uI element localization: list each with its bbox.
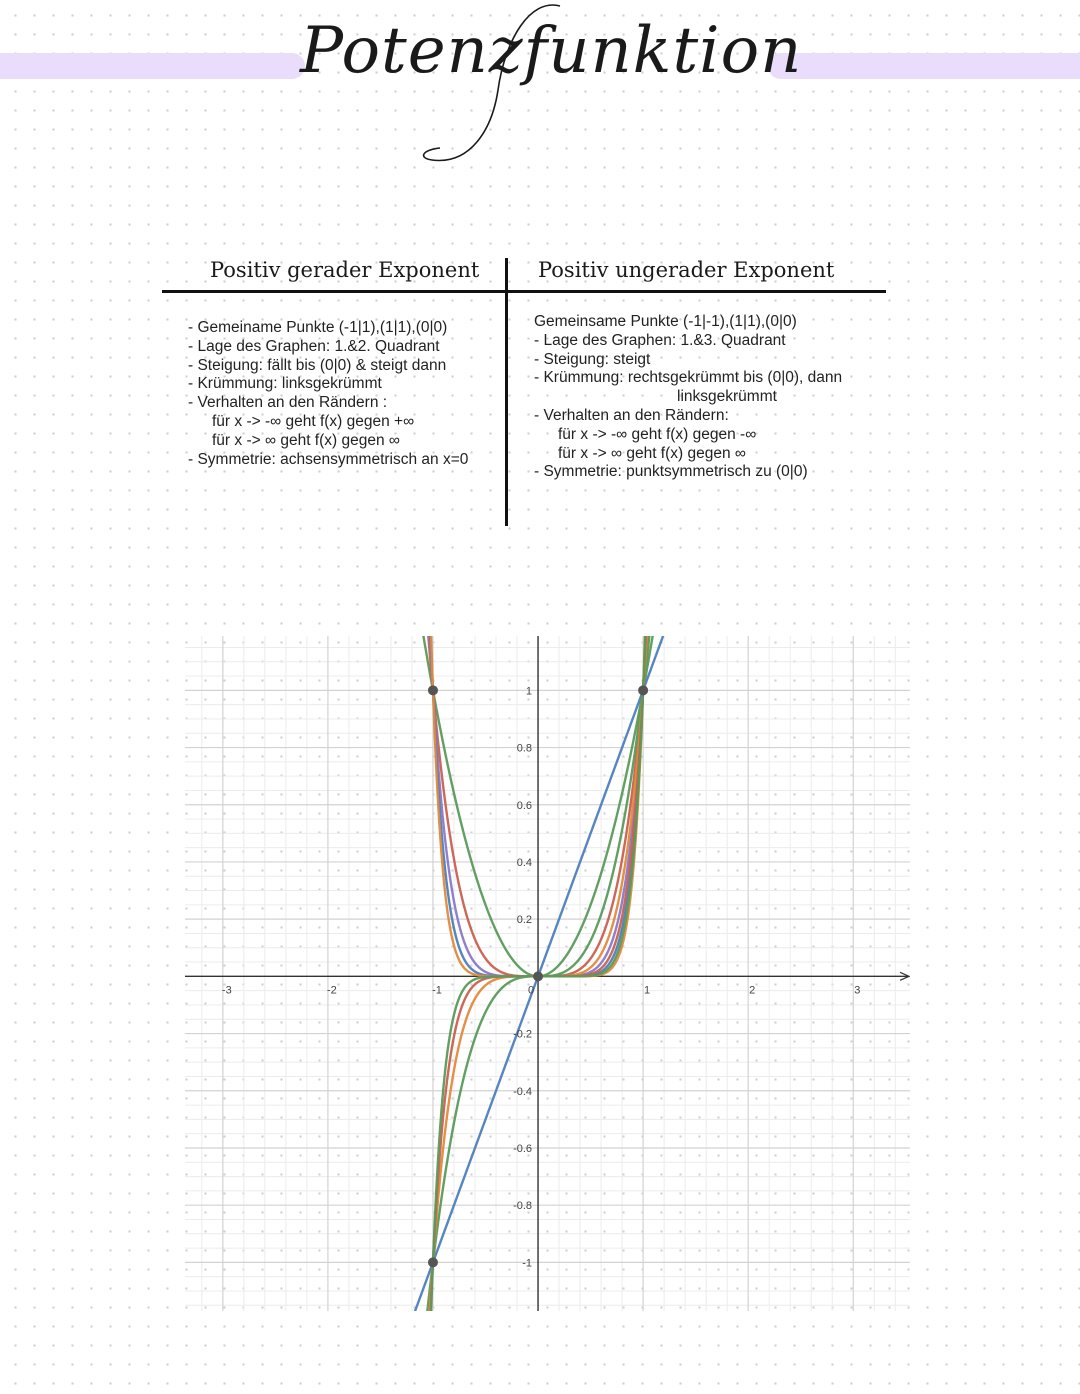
y-tick-label: 0.8 bbox=[516, 742, 533, 755]
x-tick-label: 1 bbox=[644, 984, 651, 997]
common-point bbox=[428, 1257, 438, 1267]
note-line: - Lage des Graphen: 1.&2. Quadrant bbox=[188, 337, 440, 355]
x-tick-label: -2 bbox=[327, 984, 337, 997]
y-tick-label: -1 bbox=[522, 1257, 533, 1270]
y-tick-label: -0.4 bbox=[513, 1085, 533, 1098]
note-line: - Verhalten an den Rändern: bbox=[534, 406, 729, 424]
note-line: für x -> ∞ geht f(x) gegen ∞ bbox=[212, 431, 400, 449]
note-line: für x -> ∞ geht f(x) gegen ∞ bbox=[558, 444, 746, 462]
note-line: linksgekrümmt bbox=[677, 388, 777, 406]
note-line: für x -> -∞ geht f(x) gegen +∞ bbox=[212, 412, 415, 430]
odd-exponent-notes bbox=[534, 313, 842, 482]
heading-even-exponent: Positiv gerader Exponent bbox=[210, 258, 480, 282]
y-tick-label: 0.4 bbox=[516, 856, 533, 869]
x-tick-label: -3 bbox=[221, 984, 232, 997]
header-band-left bbox=[0, 53, 305, 79]
table-vertical-rule bbox=[505, 258, 508, 526]
common-point bbox=[533, 971, 543, 981]
note-line: - Krümmung: rechtsgekrümmt bis (0|0), dann bbox=[534, 369, 843, 387]
note-line: - Gemeiname Punkte (-1|1),(1|1),(0|0) bbox=[188, 319, 448, 336]
y-tick-label: -0.6 bbox=[513, 1142, 533, 1155]
x-tick-label: 2 bbox=[749, 984, 756, 997]
note-line: - Lage des Graphen: 1.&3. Quadrant bbox=[534, 331, 786, 349]
x-tick-label: 0 bbox=[528, 984, 535, 997]
note-line: - Steigung: fällt bis (0|0) & steigt dann bbox=[188, 356, 447, 374]
common-point bbox=[638, 685, 648, 695]
note-line: Gemeinsame Punkte (-1|-1),(1|1),(0|0) bbox=[534, 313, 797, 330]
note-line: - Krümmung: linksgekrümmt bbox=[188, 375, 382, 393]
note-line: - Symmetrie: punktsymmetrisch zu (0|0) bbox=[534, 463, 808, 481]
note-line: - Symmetrie: achsensymmetrisch an x=0 bbox=[188, 450, 469, 468]
note-line: - Steigung: steigt bbox=[534, 350, 651, 368]
note-line: für x -> -∞ geht f(x) gegen -∞ bbox=[558, 425, 757, 443]
header-band-right bbox=[768, 53, 1080, 79]
table-horizontal-rule bbox=[162, 290, 886, 293]
x-tick-label: 3 bbox=[854, 984, 861, 997]
note-line: - Verhalten an den Rändern : bbox=[188, 394, 388, 412]
y-tick-label: -0.8 bbox=[513, 1200, 533, 1213]
y-tick-label: 1 bbox=[525, 685, 533, 698]
page-title: Potenzfunktion bbox=[300, 14, 803, 88]
x-tick-label: -1 bbox=[432, 984, 442, 997]
even-exponent-notes bbox=[188, 319, 468, 469]
y-tick-label: -0.2 bbox=[513, 1028, 533, 1041]
y-tick-label: 0.2 bbox=[516, 914, 533, 927]
heading-odd-exponent: Positiv ungerader Exponent bbox=[538, 258, 835, 282]
common-point bbox=[428, 685, 438, 695]
y-tick-label: 0.6 bbox=[516, 799, 533, 812]
power-function-graph bbox=[185, 636, 910, 1311]
